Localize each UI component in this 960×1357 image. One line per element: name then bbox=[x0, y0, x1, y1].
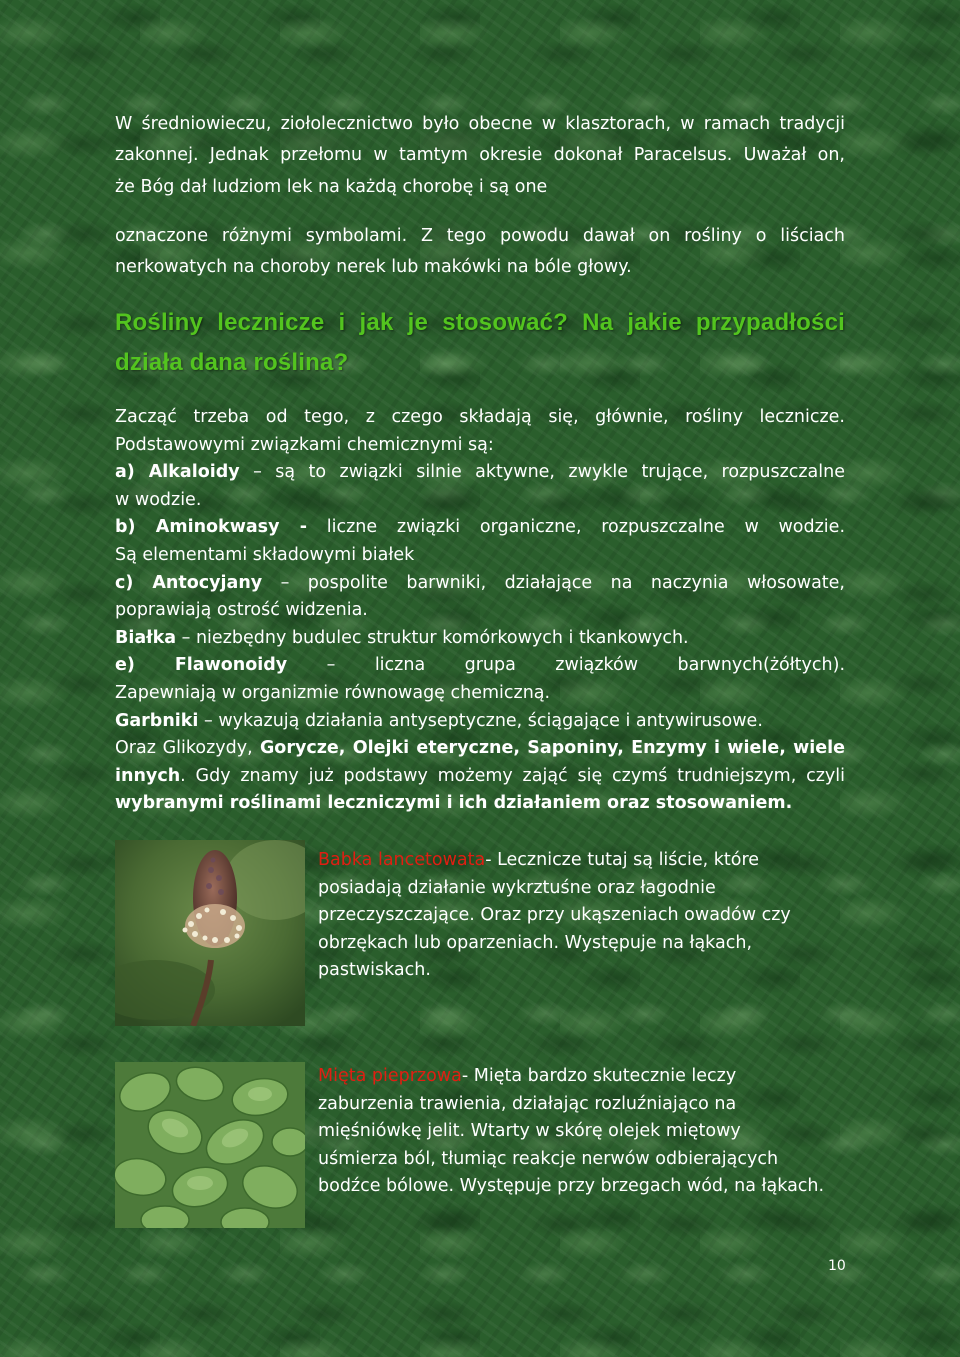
compound-a bbox=[115, 459, 845, 487]
compound-g bbox=[115, 708, 845, 736]
plantain-description bbox=[318, 847, 848, 985]
compound-b-cont: Są elementami składowymi białek bbox=[115, 544, 415, 565]
others-bold-1: Gorycze, Olejki eteryczne, Saponiny, Enzymy i wiele, wiele bbox=[252, 738, 846, 759]
peppermint-description bbox=[318, 1063, 848, 1201]
plantain-line-4: obrzękach lub oparzeniach. Występuje na łąkach, bbox=[318, 932, 753, 953]
peppermint-illustration bbox=[115, 1062, 305, 1228]
compounds-others-3 bbox=[115, 790, 845, 818]
plantain-line-2: posiadają działanie wykrztuśne oraz łagodnie bbox=[318, 877, 716, 898]
compound-b-text: liczne związki organiczne, rozpuszczalne w wodzie. bbox=[307, 517, 846, 538]
intro-line-2: zakonnej. Jednak przełomu w tamtym okresie dokonał Paracelsus. Uważał on, bbox=[115, 145, 845, 165]
compound-c-label: c) Antocyjany bbox=[115, 572, 263, 593]
section-heading-line-1: Rośliny lecznicze i jak je stosować? Na jakie przypadłości bbox=[115, 309, 845, 336]
compounds-others-2 bbox=[115, 763, 845, 791]
peppermint-line-4: uśmierza ból, tłumiąc reakcje nerwów odbierających bbox=[318, 1148, 779, 1169]
compound-b bbox=[115, 514, 845, 542]
compound-e-cont: Zapewniają w organizmie równowagę chemiczną. bbox=[115, 682, 551, 703]
plantain-line-5: pastwiskach. bbox=[318, 960, 431, 980]
intro-line-1: W średniowieczu, ziołolecznictwo było obecne w klasztorach, w ramach tradycji bbox=[115, 114, 845, 134]
compound-d bbox=[115, 625, 845, 653]
peppermint-name: Mięta pieprzowa bbox=[318, 1066, 462, 1086]
plantain-photo bbox=[115, 840, 305, 1026]
compound-d-text: – niezbędny budulec struktur komórkowych i tkankowych. bbox=[176, 627, 689, 648]
compounds-intro-2: Podstawowymi związkami chemicznymi są: bbox=[115, 434, 494, 455]
compounds-section bbox=[115, 404, 845, 818]
peppermint-line-5: bodźce bólowe. Występuje przy brzegach wód, na łąkach. bbox=[318, 1176, 825, 1196]
plantain-line-3: przeczyszczające. Oraz przy ukąszeniach owadów czy bbox=[318, 905, 791, 925]
others-text-1: Oraz Glikozydy, bbox=[115, 738, 253, 759]
peppermint-line-1-text: - Mięta bardzo skutecznie leczy bbox=[461, 1066, 737, 1086]
compound-a-label: a) Alkaloidy bbox=[115, 462, 240, 483]
section-heading-line-2: działa dana roślina? bbox=[115, 349, 349, 376]
compound-c-cont: poprawiają ostrość widzenia. bbox=[115, 600, 368, 621]
compound-b-label: b) Aminokwasy - bbox=[115, 517, 308, 538]
plantain-line-1-text: - Lecznicze tutaj są liście, które bbox=[485, 850, 760, 870]
intro-line-3: że Bóg dał ludziom lek na każdą chorobę i są one bbox=[115, 177, 548, 197]
compound-c bbox=[115, 570, 845, 598]
plantain-illustration bbox=[115, 840, 305, 1026]
page-number: 10 bbox=[828, 1258, 846, 1274]
compound-c-text: – pospolite barwniki, działające na naczynia włosowate, bbox=[262, 572, 845, 593]
plantain-line-1 bbox=[318, 847, 848, 875]
peppermint-line-3: mięśniówkę jelit. Wtarty w skórę olejek miętowy bbox=[318, 1121, 741, 1141]
peppermint-line-2: zaburzenia trawienia, działając rozluźniająco na bbox=[318, 1093, 737, 1114]
peppermint-photo bbox=[115, 1062, 305, 1228]
intro-line-4: oznaczone różnymi symbolami. Z tego powodu dawał on rośliny o liściach bbox=[115, 226, 845, 246]
compound-d-label: Białka bbox=[115, 627, 177, 648]
compound-e-label: e) Flawonoidy bbox=[115, 655, 288, 676]
others-bold-3: wybranymi roślinami leczniczymi i ich działaniem oraz stosowaniem. bbox=[115, 793, 793, 814]
others-text-2: . Gdy znamy już podstawy możemy zająć się czymś trudniejszym, czyli bbox=[180, 765, 845, 786]
peppermint-line-1 bbox=[318, 1063, 848, 1091]
compound-g-text: – wykazują działania antyseptyczne, ściągające i antywirusowe. bbox=[198, 710, 763, 731]
plantain-name: Babka lancetowata bbox=[318, 850, 486, 870]
compound-e-text: – liczna grupa związków barwnych(żółtych). bbox=[287, 655, 846, 676]
compounds-intro-1: Zacząć trzeba od tego, z czego składają się, głównie, rośliny lecznicze. bbox=[115, 407, 845, 427]
compound-a-cont: w wodzie. bbox=[115, 489, 202, 510]
intro-line-5: nerkowatych na choroby nerek lub makówki na bóle głowy. bbox=[115, 257, 632, 277]
compounds-others-1 bbox=[115, 735, 845, 763]
compound-g-label: Garbniki bbox=[115, 710, 199, 731]
others-bold-2: innych bbox=[115, 765, 181, 786]
compound-e bbox=[115, 652, 845, 680]
compound-a-text: – są to związki silnie aktywne, zwykle trujące, rozpuszczalne bbox=[239, 462, 846, 483]
